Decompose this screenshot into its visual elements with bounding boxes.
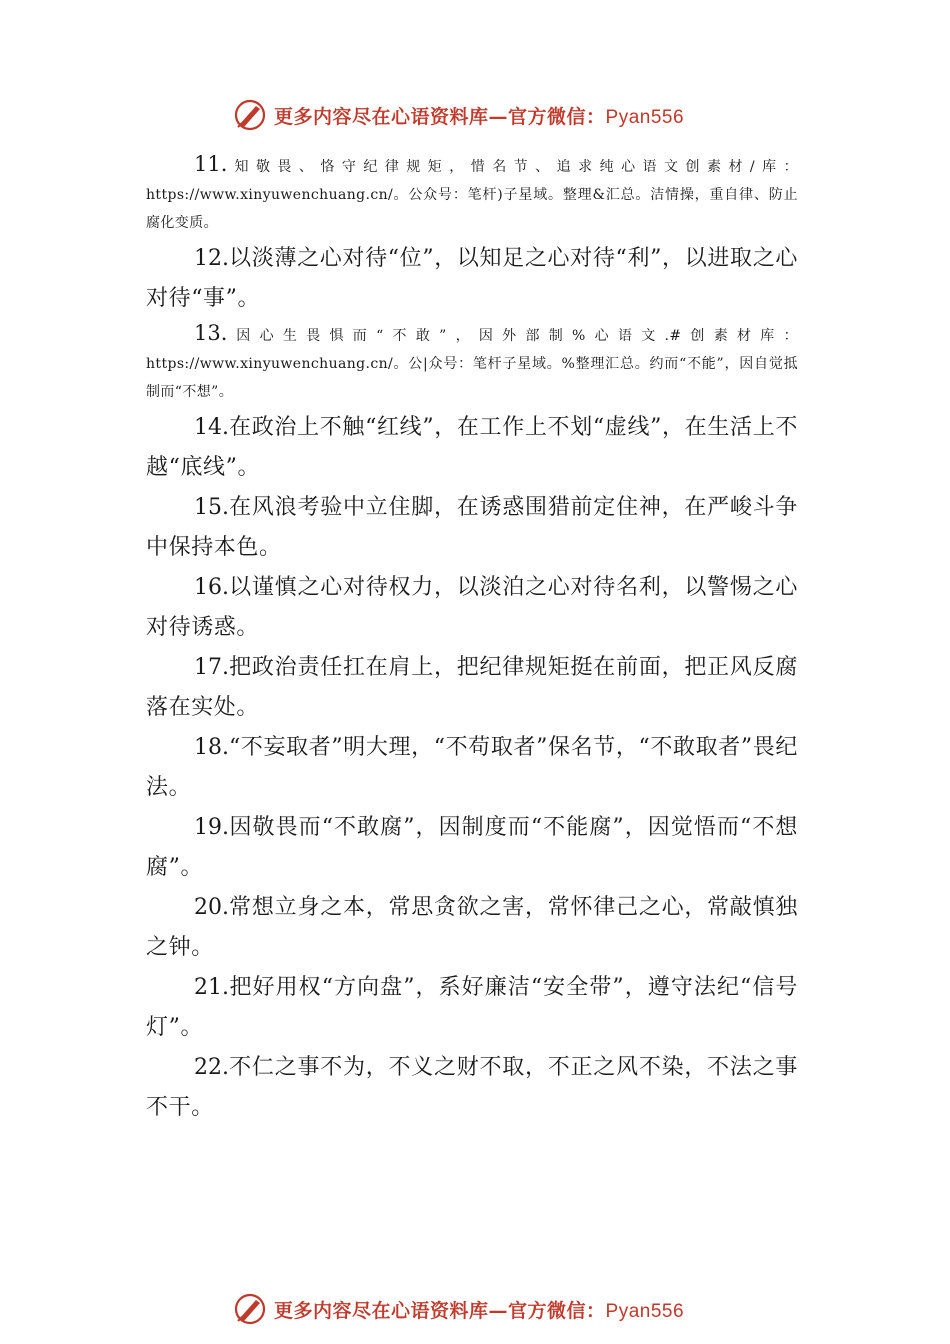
- footer-banner: [232, 1289, 752, 1329]
- banner-wechat-id: Pyan556: [605, 1300, 685, 1322]
- pen-in-circle-icon: [232, 97, 268, 133]
- list-item: [146, 408, 798, 488]
- item-number: 22.: [194, 1055, 229, 1080]
- banner-text: [274, 1296, 684, 1323]
- item-number: 18.: [194, 735, 229, 760]
- list-item: [146, 239, 798, 319]
- item-number: 12.: [194, 246, 229, 271]
- item-text: 不仁之事不为，不义之财不取，不正之风不染，不法之事不干。: [146, 1055, 798, 1120]
- item-number: 15.: [194, 495, 229, 520]
- banner-title: 更多内容尽在心语资料库—官方微信：: [274, 105, 606, 128]
- item-number: 17.: [194, 655, 229, 680]
- item-number: 21.: [194, 975, 229, 1000]
- banner-title: 更多内容尽在心语资料库—官方微信：: [274, 1299, 606, 1322]
- item-text: 在风浪考验中立住脚，在诱惑围猎前定住神，在严峻斗争中保持本色。: [146, 495, 798, 560]
- list-item: [146, 568, 798, 648]
- list-item: [146, 1048, 798, 1128]
- item-number: 14.: [194, 415, 229, 440]
- list-item: [146, 968, 798, 1048]
- item-number: 13.: [194, 321, 228, 345]
- item-number: 11.: [194, 152, 228, 176]
- item-text: 以淡薄之心对待“位”，以知足之心对待“利”，以进取之心对待“事”。: [146, 246, 798, 311]
- banner-text: [274, 102, 684, 129]
- list-item: [146, 648, 798, 728]
- item-text: 在政治上不触“红线”，在工作上不划“虚线”，在生活上不越“底线”。: [146, 415, 798, 480]
- list-item: [146, 319, 798, 406]
- pen-in-circle-icon: [232, 1291, 268, 1327]
- header-banner: [232, 95, 752, 135]
- item-text: 把好用权“方向盘”，系好廉洁“安全带”，遵守法纪“信号灯”。: [146, 975, 798, 1040]
- list-item: [146, 888, 798, 968]
- item-text: 因心生畏惧而“不敢”，因外部制%心语文.#创素材库：https://www.xinyuwenchuang.cn/。公|众号：笔杆子星域。%整理汇总。约而“不能”，因自觉抵制而“不想”。: [146, 328, 798, 400]
- item-text: 常想立身之本，常思贪欲之害，常怀律己之心，常敲慎独之钟。: [146, 895, 798, 960]
- list-item: [146, 728, 798, 808]
- list-item: [146, 808, 798, 888]
- item-text: 以谨慎之心对待权力，以淡泊之心对待名利，以警惕之心对待诱惑。: [146, 575, 798, 640]
- document-body: [146, 150, 798, 1128]
- item-number: 16.: [194, 575, 229, 600]
- item-text: 知敬畏、恪守纪律规矩，惜名节、追求纯心语文创素材/库：https://www.xinyuwenchuang.cn/。公众号：笔杆)子星域。整理&汇总。洁情操，重自律、防止腐化变质。: [146, 159, 798, 231]
- list-item: [146, 150, 798, 237]
- item-text: “不妄取者”明大理，“不苟取者”保名节，“不敢取者”畏纪法。: [146, 735, 798, 800]
- item-text: 因敬畏而“不敢腐”，因制度而“不能腐”，因觉悟而“不想腐”。: [146, 815, 798, 880]
- item-number: 19.: [194, 815, 229, 840]
- list-item: [146, 488, 798, 568]
- banner-wechat-id: Pyan556: [605, 106, 685, 128]
- item-number: 20.: [194, 895, 229, 920]
- item-text: 把政治责任扛在肩上，把纪律规矩挺在前面，把正风反腐落在实处。: [146, 655, 798, 720]
